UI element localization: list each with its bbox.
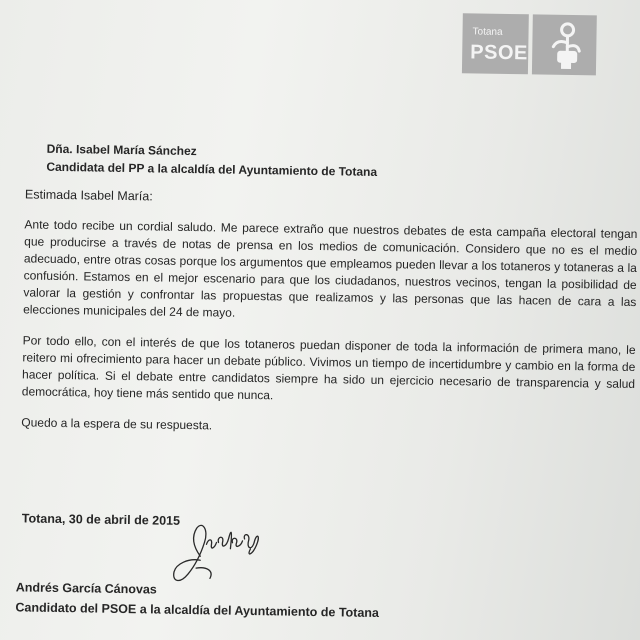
logo-text-box (462, 13, 529, 74)
recipient-title: Candidata del PP a la alcaldía del Ayuntamiento de Totana (46, 159, 378, 179)
signer-block (15, 577, 379, 623)
letter-date: Totana, 30 de abril de 2015 (21, 511, 181, 528)
paragraph-3: Quedo a la espera de su respuesta. (21, 415, 213, 433)
recipient-block (46, 140, 377, 181)
signer-name: Andrés García Cánovas (15, 580, 157, 597)
letter-body (21, 216, 638, 455)
logo-small-text: Totana (472, 26, 503, 38)
salutation: Estimada Isabel María: (24, 187, 153, 204)
logo-big-text: PSOE (470, 41, 528, 65)
paragraph-1: Ante todo recibe un cordial saludo. Me parece extraño que nuestros debates de esta campaña electoral tengan que producirse a través de notas de prensa en los medios de comunicación. Considero que no es el medio adecuado, entre otras cosas porque los argumentos que empleamos pueden llevar a los totaneros y totaneras a la confusión. Estamos en el mejor escenario para que los ciudadanos, nuestros vecinos, tengan la posibilidad de valorar la gestión y confrontar las propuestas que realizamos y las personas que las hacen de cara a las elecciones municipales del 24 de mayo. (23, 217, 638, 320)
psoe-logo (462, 13, 597, 75)
signer-title: Candidato del PSOE a la alcaldía del Ayuntamiento de Totana (15, 600, 380, 621)
paragraph-2: Por todo ello, con el interés de que los totaneros puedan disponer de toda la información de primera mano, le reitero mi ofrecimiento para hacer un debate público. Vivimos un tiempo de incertidumbre y cambio en la forma de hacer política. Si el debate entre candidatos siempre ha sido un ejercicio necesario de transparencia y salud democrática, hoy tiene más sentido que nunca. (21, 333, 636, 403)
rose-fist-icon (532, 14, 597, 75)
recipient-name: Dña. Isabel María Sánchez (46, 141, 197, 159)
